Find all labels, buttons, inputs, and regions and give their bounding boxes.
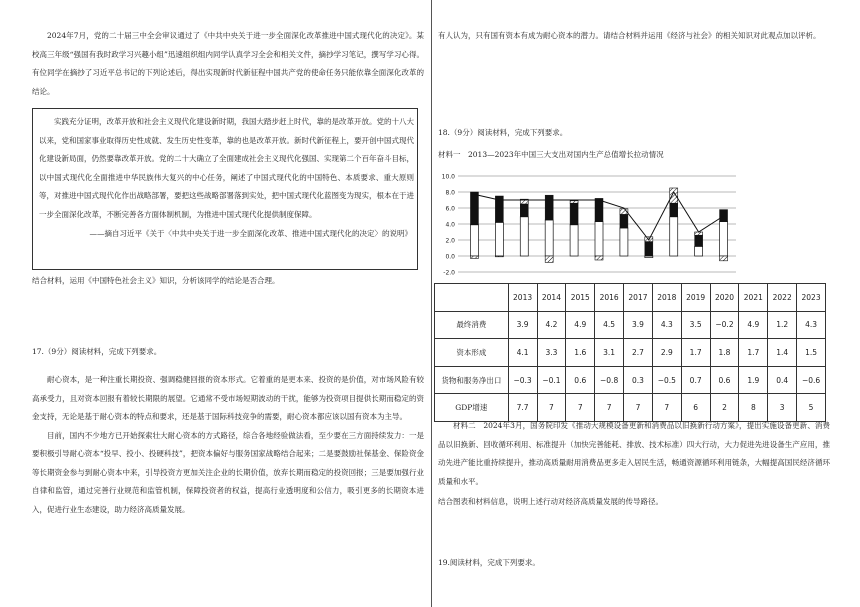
table-cell: 7 <box>566 394 595 422</box>
q18-heading: 18.（9分）阅读材料，完成下列要求。 <box>438 128 568 137</box>
table-cell: 4.3 <box>797 311 826 339</box>
table-cell: −0.6 <box>797 366 826 394</box>
table-cell: 7 <box>537 394 566 422</box>
table-cell: 3.1 <box>595 339 624 367</box>
table-corner-cell <box>435 284 509 312</box>
table-cell: 3 <box>768 394 797 422</box>
table-year-header: 2014 <box>537 284 566 312</box>
table-cell: 1.7 <box>739 339 768 367</box>
y-tick-label: 10.0 <box>441 173 455 181</box>
table-cell: −0.5 <box>652 366 681 394</box>
table-cell: 7 <box>652 394 681 422</box>
bar-capital-formation <box>645 242 653 256</box>
table-cell: 4.5 <box>595 311 624 339</box>
contribution-table <box>434 283 826 422</box>
table-row-label: GDP增速 <box>435 394 509 422</box>
intro-paragraph: 2024年7月，党的二十届三中全会审议通过了《中共中央关于进一步全面深化改革推进中国式现代化的决定》。某校高三年级“强国有我时政学习兴趣小组”迅速组织组内同学认真学习全会和相关文件，摘抄学习笔记，撰写学习心得。有位同学在摘抄了习近平总书记的下列论述后，得出实现新时代新征程中国共产党的使命任务只能依靠全面深化改革的结论。 <box>32 31 424 96</box>
q19-heading: 19.阅读材料，完成下列要求。 <box>438 558 540 567</box>
table-cell: 3.5 <box>681 311 710 339</box>
bar-capital-formation <box>520 204 528 217</box>
bar-final-consumption <box>595 222 603 256</box>
q18-task: 结合图表和材料信息，说明上述行动对经济高质量发展的传导路径。 <box>438 497 663 506</box>
column-divider <box>431 0 432 607</box>
table-row-label: 资本形成 <box>435 339 509 367</box>
table-cell: 1.8 <box>710 339 739 367</box>
bar-final-consumption <box>520 217 528 256</box>
bar-capital-formation <box>620 214 628 228</box>
table-cell: 2.9 <box>652 339 681 367</box>
bar-final-consumption <box>545 220 553 256</box>
bar-capital-formation <box>570 203 578 225</box>
bar-net-exports <box>595 256 603 260</box>
table-cell: 2 <box>710 394 739 422</box>
bar-final-consumption <box>620 228 628 256</box>
q17-task: 有人认为，只有国有资本有成为耐心资本的潜力。请结合材料并运用《经济与社会》的相关知识对此观点加以评析。 <box>438 31 821 40</box>
bar-capital-formation <box>595 198 603 221</box>
table-cell: 0.7 <box>681 366 710 394</box>
table-cell: 4.2 <box>537 311 566 339</box>
table-cell: 4.9 <box>739 311 768 339</box>
q17-paragraph-2: 目前，国内不少地方已开始探索壮大耐心资本的方式路径，综合各地经验做法看，至少要在三方面持续发力：一是要积极引导耐心资本“投早、投小、投硬科技”，把资本偏好与服务国家战略结合起来；二是要鼓励社保基金、保险资金等长期资金参与到耐心资本中来，引导投资方更加关注企业的长期价值，放弃长期而稳定的投资回报；三是要加强行业自律和监管，通过完善行业规范和监管机制，保障投资者的权益，提高行业透明度和公信力，吸引更多的长期资本进入，促进行业生态建设，助力经济高质量发展。 <box>32 430 424 514</box>
table-year-header: 2018 <box>652 284 681 312</box>
table-year-header: 2016 <box>595 284 624 312</box>
q17-material <box>32 371 424 519</box>
q17-paragraph-1: 耐心资本，是一种注重长期投资、强调稳健回报的资本形式。它着重的是更本来、投资的是价值，对市场风险有较高承受力，且对资本回报有着较长期限的展望。它通常不受市场短期波动的干扰，能够为投资项目提供长期而稳定的资金支持，无论是基于耐心资本的特点和要求，还是基于国际科技竞争的需要，耐心资本都应该以国有资本为主导。 <box>32 375 424 421</box>
table-cell: 3.9 <box>624 311 653 339</box>
table-header-row <box>435 284 826 312</box>
table-cell: 8 <box>739 394 768 422</box>
table-cell: 3.9 <box>508 311 537 339</box>
table-cell: −0.1 <box>537 366 566 394</box>
table-row <box>435 339 826 367</box>
bar-capital-formation <box>670 203 678 217</box>
y-tick-label: 0.0 <box>445 253 455 261</box>
table-cell: 3.3 <box>537 339 566 367</box>
bar-net-exports <box>470 256 478 258</box>
table-cell: 1.7 <box>681 339 710 367</box>
table-year-header: 2013 <box>508 284 537 312</box>
y-tick-label: 6.0 <box>445 205 455 213</box>
table-year-header: 2017 <box>624 284 653 312</box>
table-cell: 1.9 <box>739 366 768 394</box>
table-year-header: 2019 <box>681 284 710 312</box>
table-cell: −0.8 <box>595 366 624 394</box>
table-cell: −0.3 <box>508 366 537 394</box>
bar-net-exports <box>545 256 553 262</box>
bar-capital-formation <box>470 192 478 225</box>
table-cell: 1.6 <box>566 339 595 367</box>
bar-net-exports <box>570 201 578 203</box>
table-row-label: 最终消费 <box>435 311 509 339</box>
table-cell: 6 <box>681 394 710 422</box>
table-year-header: 2021 <box>739 284 768 312</box>
table-cell: 2.7 <box>624 339 653 367</box>
table-cell: 0.6 <box>566 366 595 394</box>
table-cell: 4.9 <box>566 311 595 339</box>
table-row-label: 货物和服务净出口 <box>435 366 509 394</box>
gdp-contribution-chart <box>438 168 738 280</box>
quote-box <box>32 108 418 270</box>
table-row <box>435 366 826 394</box>
table-cell: 7 <box>624 394 653 422</box>
table-cell: 7 <box>595 394 624 422</box>
y-tick-label: -2.0 <box>443 269 455 277</box>
y-tick-label: 8.0 <box>445 189 455 197</box>
table-cell: 1.5 <box>797 339 826 367</box>
table-cell: 1.2 <box>768 311 797 339</box>
table-cell: 4.1 <box>508 339 537 367</box>
table-year-header: 2022 <box>768 284 797 312</box>
bar-final-consumption <box>495 222 503 256</box>
table-cell: 7.7 <box>508 394 537 422</box>
bar-capital-formation <box>545 195 553 220</box>
bar-final-consumption <box>570 225 578 256</box>
table-year-header: 2020 <box>710 284 739 312</box>
bar-final-consumption <box>670 217 678 256</box>
quote-source: ——摘自习近平《关于〈中共中央关于进一步全面深化改革、推进中国式现代化的决定〉的说明》 <box>89 228 412 238</box>
bar-final-consumption <box>470 225 478 256</box>
y-tick-label: 2.0 <box>445 237 455 245</box>
table-cell: 4.3 <box>652 311 681 339</box>
bar-capital-formation <box>720 210 728 222</box>
table-cell: 0.3 <box>624 366 653 394</box>
bar-net-exports <box>495 256 503 257</box>
table-cell: 0.4 <box>768 366 797 394</box>
bar-net-exports <box>720 256 728 261</box>
quote-text: 实践充分证明，改革开放和社会主义现代化建设新时期，我国大踏步赶上时代，靠的是改革开放。党的十八大以来，党和国家事业取得历史性成就、发生历史性变革，靠的也是改革开放。新时代新征程上，要开创中国式现代化建设新局面，仍然要靠改革开放。党的二十大确立了全面建成社会主义现代化强国、实现第二个百年奋斗目标，以中国式现代化全面推进中华民族伟大复兴的中心任务，阐述了中国式现代化的中国特色、本质要求、重大原则等，对推进中国式现代化作出战略部署，要把这些战略部署落到实处，把中国式现代化蓝图变为现实，根本在于进一步全面深化改革，不断完善各方面体制机制，为推进中国式现代化提供制度保障。 <box>39 117 414 219</box>
bar-final-consumption <box>720 222 728 256</box>
table-year-header: 2015 <box>566 284 595 312</box>
table-cell: 1.4 <box>768 339 797 367</box>
q16-task: 结合材料，运用《中国特色社会主义》知识，分析该同学的结论是否合理。 <box>32 276 280 285</box>
table-cell: −0.2 <box>710 311 739 339</box>
material2: 材料二 2024年3月，国务院印发《推动大规模设备更新和消费品以旧换新行动方案》，提出实施设备更新、消费品以旧换新、回收循环利用、标准提升（加快完善能耗、排放、技术标准）四大行动，大力促进先进设备生产应用，推动先进产能比重持续提升，推动高质量耐用消费品更多走入居民生活，畅通资源循环利用链条，大幅提高国民经济循环质量和水平。 <box>438 421 830 486</box>
y-tick-label: 4.0 <box>445 221 455 229</box>
bar-final-consumption <box>695 246 703 256</box>
table-year-header: 2023 <box>797 284 826 312</box>
bar-capital-formation <box>695 235 703 246</box>
table-cell: 0.6 <box>710 366 739 394</box>
table-row <box>435 311 826 339</box>
q17-heading: 17.（9分）阅读材料，完成下列要求。 <box>32 347 162 356</box>
table-cell: 5 <box>797 394 826 422</box>
material1-title: 材料一 2013—2023年中国三大支出对国内生产总值增长拉动情况 <box>438 150 664 159</box>
